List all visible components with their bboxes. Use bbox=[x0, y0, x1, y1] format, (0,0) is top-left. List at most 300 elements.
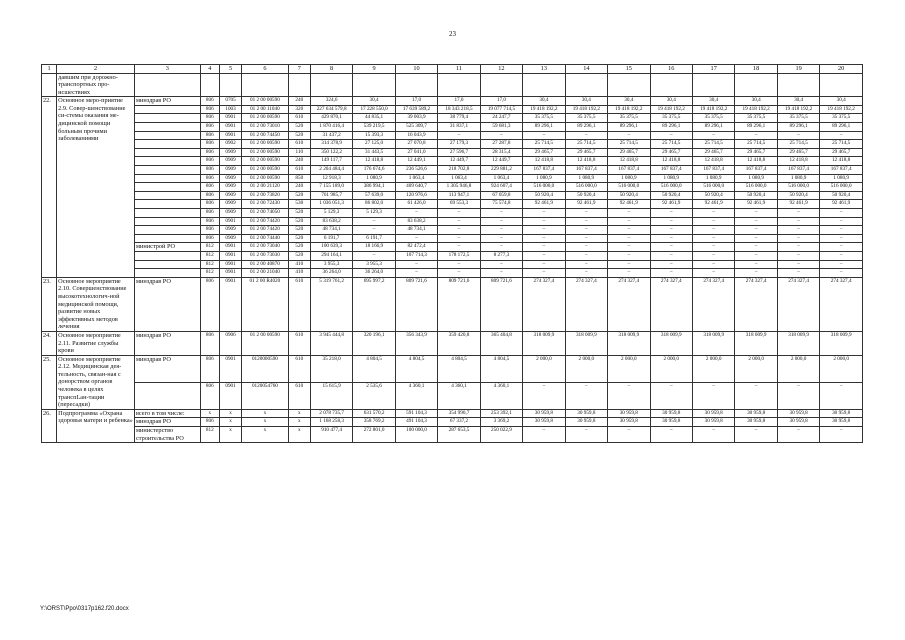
responsible-executor bbox=[135, 260, 201, 269]
amount-cell: – bbox=[820, 251, 863, 260]
amount-cell: 516 000,0 bbox=[777, 183, 819, 192]
amount-cell: 12 418,8 bbox=[353, 157, 395, 166]
amount-cell: – bbox=[480, 243, 522, 252]
budget-code-cell: 320 bbox=[288, 105, 310, 114]
amount-cell: – bbox=[438, 131, 480, 140]
budget-code-cell: 520 bbox=[288, 226, 310, 235]
amount-cell: – bbox=[608, 260, 650, 269]
responsible-executor bbox=[135, 148, 201, 157]
responsible-executor: министерство строительства РО bbox=[135, 427, 201, 443]
amount-cell: 35 375,5 bbox=[565, 114, 607, 123]
amount-cell: – bbox=[565, 217, 607, 226]
amount-cell: 30 959,8 bbox=[608, 409, 650, 418]
budget-code-cell: 530 bbox=[288, 200, 310, 209]
amount-cell: 1 168 258,3 bbox=[310, 418, 352, 427]
amount-cell: 3 369,2 bbox=[480, 418, 522, 427]
amount-cell: – bbox=[692, 226, 734, 235]
program-name: давшим при дорожно-транспортных про-исшествиях bbox=[57, 73, 135, 97]
amount-cell: – bbox=[820, 243, 863, 252]
amount-cell: 1 080,9 bbox=[523, 174, 565, 183]
amount-cell: 274 327,4 bbox=[777, 277, 819, 331]
amount-cell: – bbox=[523, 226, 565, 235]
amount-cell: 12 418,8 bbox=[565, 157, 607, 166]
row-number: 25. bbox=[42, 355, 57, 409]
budget-code-cell: 0909 bbox=[219, 157, 241, 166]
amount-cell: – bbox=[565, 243, 607, 252]
amount-cell: 50 920,4 bbox=[523, 191, 565, 200]
amount-cell: – bbox=[650, 269, 692, 278]
budget-code-cell: 806 bbox=[200, 148, 219, 157]
amount-cell: 2 000,0 bbox=[735, 355, 777, 382]
amount-cell: 29 465,7 bbox=[523, 148, 565, 157]
amount-cell: 176 674,6 bbox=[353, 166, 395, 175]
amount-cell: 89 296,1 bbox=[692, 123, 734, 132]
amount-cell: 287 653,5 bbox=[438, 427, 480, 443]
amount-cell: 19 418 192,2 bbox=[777, 105, 819, 114]
amount-cell: – bbox=[777, 209, 819, 218]
amount-cell: 92 461,9 bbox=[565, 200, 607, 209]
amount-cell: – bbox=[650, 251, 692, 260]
amount-cell: 19 418 192,2 bbox=[692, 105, 734, 114]
amount-cell: 318 009,9 bbox=[565, 331, 607, 355]
amount-cell: 30 959,8 bbox=[692, 418, 734, 427]
amount-cell: – bbox=[523, 234, 565, 243]
amount-cell: 19 077 714,5 bbox=[480, 105, 522, 114]
amount-cell: – bbox=[650, 226, 692, 235]
amount-cell: 29 465,7 bbox=[692, 148, 734, 157]
amount-cell: 218 702,8 bbox=[438, 166, 480, 175]
budget-code-cell: 01 2 00 74420 bbox=[242, 217, 289, 226]
budget-code-cell: 0705 bbox=[219, 97, 241, 106]
amount-cell: 2 204 484,4 bbox=[310, 166, 352, 175]
budget-code-cell: 01 2 00 21040 bbox=[242, 269, 289, 278]
amount-cell: 30 959,8 bbox=[820, 409, 863, 418]
responsible-executor bbox=[135, 234, 201, 243]
responsible-executor bbox=[135, 191, 201, 200]
amount-cell: 274 327,4 bbox=[523, 277, 565, 331]
amount-cell: 516 000,0 bbox=[523, 183, 565, 192]
amount-cell: 314 378,9 bbox=[310, 140, 352, 149]
amount-cell: – bbox=[735, 427, 777, 443]
program-name: Основное мероприятие 2.10. Совершенствование высокотехнологич-ной медицинской помощи, развитие новых эффективных методов лечения bbox=[57, 277, 135, 331]
amount-cell: 92 461,9 bbox=[523, 200, 565, 209]
budget-code-cell: 410 bbox=[288, 260, 310, 269]
header-cell: 5 bbox=[219, 65, 241, 74]
amount-cell: 30 959,8 bbox=[735, 418, 777, 427]
budget-code-cell: 01 2 00 00590 bbox=[242, 148, 289, 157]
amount-cell: 2 000,0 bbox=[650, 355, 692, 382]
amount-cell: – bbox=[565, 209, 607, 218]
header-cell: 8 bbox=[310, 65, 352, 74]
amount-cell: – bbox=[692, 251, 734, 260]
budget-code-cell: 806 bbox=[200, 234, 219, 243]
amount-cell: 318 009,9 bbox=[608, 331, 650, 355]
budget-code-cell: 806 bbox=[200, 277, 219, 331]
amount-cell: – bbox=[650, 234, 692, 243]
amount-cell: 1 305 946,8 bbox=[438, 183, 480, 192]
amount-cell: 50 920,4 bbox=[565, 191, 607, 200]
amount-cell: 30 959,8 bbox=[608, 418, 650, 427]
amount-cell: 38 779,4 bbox=[438, 114, 480, 123]
amount-cell bbox=[565, 73, 607, 97]
table-row bbox=[42, 260, 863, 269]
amount-cell: 17 639 589,2 bbox=[395, 105, 437, 114]
amount-cell: – bbox=[608, 382, 650, 409]
budget-code-cell: 812 bbox=[200, 251, 219, 260]
amount-cell: 429 870,1 bbox=[310, 114, 352, 123]
row-number: 24. bbox=[42, 331, 57, 355]
budget-code-cell: 01 2 00 74440 bbox=[242, 234, 289, 243]
responsible-executor bbox=[135, 157, 201, 166]
budget-code-cell: 520 bbox=[288, 209, 310, 218]
amount-cell: 25 714,5 bbox=[608, 140, 650, 149]
budget-code-cell: 240 bbox=[288, 183, 310, 192]
responsible-executor: минздрав РО bbox=[135, 418, 201, 427]
row-number bbox=[42, 73, 57, 97]
amount-cell: 35 375,5 bbox=[650, 114, 692, 123]
amount-cell: 35 375,5 bbox=[608, 114, 650, 123]
amount-cell: 30 959,8 bbox=[692, 409, 734, 418]
budget-code-cell: 01 2 00 00590 bbox=[242, 331, 289, 355]
budget-code-cell: 240 bbox=[288, 157, 310, 166]
amount-cell: – bbox=[692, 243, 734, 252]
amount-cell: 30,4 bbox=[650, 97, 692, 106]
amount-cell: 30,4 bbox=[523, 97, 565, 106]
amount-cell: 516 000,0 bbox=[820, 183, 863, 192]
budget-code-cell: 806 bbox=[200, 157, 219, 166]
budget-code-cell: 806 bbox=[200, 200, 219, 209]
header-cell: 15 bbox=[608, 65, 650, 74]
amount-cell: 89 296,1 bbox=[777, 123, 819, 132]
budget-code-cell: 01 2 00 73030 bbox=[242, 251, 289, 260]
amount-cell: 29 465,7 bbox=[735, 148, 777, 157]
amount-cell: 2 000,0 bbox=[523, 355, 565, 382]
amount-cell: – bbox=[820, 269, 863, 278]
table-row bbox=[42, 331, 863, 355]
amount-cell: – bbox=[735, 217, 777, 226]
responsible-executor bbox=[135, 251, 201, 260]
amount-cell: – bbox=[608, 131, 650, 140]
amount-cell: 12 418,8 bbox=[650, 157, 692, 166]
budget-code-cell: 0902 bbox=[219, 140, 241, 149]
amount-cell: 1 080,9 bbox=[565, 174, 607, 183]
amount-cell: 2 000,0 bbox=[820, 355, 863, 382]
amount-cell: 67 337,2 bbox=[438, 418, 480, 427]
budget-code-cell: 410 bbox=[288, 269, 310, 278]
amount-cell: 12 418,8 bbox=[777, 157, 819, 166]
amount-cell: 809 721,6 bbox=[480, 277, 522, 331]
amount-cell: 354 990,7 bbox=[438, 409, 480, 418]
amount-cell: 30 959,8 bbox=[650, 409, 692, 418]
table-row bbox=[42, 427, 863, 443]
budget-code-cell: x bbox=[242, 409, 289, 418]
amount-cell: – bbox=[820, 382, 863, 409]
responsible-executor bbox=[135, 269, 201, 278]
amount-cell: – bbox=[438, 260, 480, 269]
budget-code-cell: 806 bbox=[200, 166, 219, 175]
amount-cell: 89 296,1 bbox=[735, 123, 777, 132]
header-cell: 9 bbox=[353, 65, 395, 74]
amount-cell: 50 920,4 bbox=[777, 191, 819, 200]
amount-cell: 236 526,6 bbox=[395, 166, 437, 175]
table-row bbox=[42, 73, 863, 97]
responsible-executor bbox=[135, 131, 201, 140]
amount-cell bbox=[395, 73, 437, 97]
amount-cell: 274 327,4 bbox=[820, 277, 863, 331]
amount-cell: – bbox=[777, 217, 819, 226]
amount-cell: 92 461,9 bbox=[735, 200, 777, 209]
budget-code-cell: 850 bbox=[288, 174, 310, 183]
budget-code-cell: 01 2 00 21120 bbox=[242, 183, 289, 192]
amount-cell: 12 418,8 bbox=[523, 157, 565, 166]
amount-cell: 167 837,4 bbox=[650, 166, 692, 175]
amount-cell: 50 920,4 bbox=[650, 191, 692, 200]
amount-cell: – bbox=[480, 131, 522, 140]
amount-cell: 27 596,7 bbox=[438, 148, 480, 157]
responsible-executor bbox=[135, 209, 201, 218]
amount-cell: 92 461,9 bbox=[777, 200, 819, 209]
header-row bbox=[42, 65, 863, 74]
amount-cell: – bbox=[820, 217, 863, 226]
amount-cell: – bbox=[650, 209, 692, 218]
page-number: 23 bbox=[449, 30, 456, 38]
amount-cell: 167 837,4 bbox=[777, 166, 819, 175]
amount-cell: 1 080,9 bbox=[692, 174, 734, 183]
amount-cell: 516 000,0 bbox=[650, 183, 692, 192]
budget-code-cell: 806 bbox=[200, 140, 219, 149]
amount-cell: – bbox=[395, 234, 437, 243]
budget-code-cell: 610 bbox=[288, 140, 310, 149]
row-number: 26. bbox=[42, 409, 57, 442]
header-cell: 1 bbox=[42, 65, 57, 74]
responsible-executor bbox=[135, 226, 201, 235]
budget-code-cell: 520 bbox=[288, 234, 310, 243]
amount-cell: 35 375,5 bbox=[820, 114, 863, 123]
amount-cell: 2 535,6 bbox=[353, 382, 395, 409]
budget-code-cell: 0909 bbox=[219, 148, 241, 157]
amount-cell: – bbox=[523, 209, 565, 218]
amount-cell: 27 125,0 bbox=[353, 140, 395, 149]
budget-code-cell: 01 2 00 74420 bbox=[242, 226, 289, 235]
table-row bbox=[42, 409, 863, 418]
amount-cell: 30 959,8 bbox=[565, 409, 607, 418]
amount-cell: 1 063,4 bbox=[438, 174, 480, 183]
amount-cell: 69 553,3 bbox=[438, 200, 480, 209]
amount-cell bbox=[438, 73, 480, 97]
header-cell: 10 bbox=[395, 65, 437, 74]
amount-cell: 19 418 192,2 bbox=[735, 105, 777, 114]
amount-cell: 350 122,2 bbox=[310, 148, 352, 157]
responsible-executor: всего в том числе: bbox=[135, 409, 201, 418]
budget-code-cell: 812 bbox=[200, 243, 219, 252]
budget-code-cell bbox=[219, 73, 241, 97]
header-cell: 13 bbox=[523, 65, 565, 74]
amount-cell: 167 837,4 bbox=[735, 166, 777, 175]
budget-code-cell: 806 bbox=[200, 226, 219, 235]
amount-cell bbox=[608, 73, 650, 97]
amount-cell: 2 000,0 bbox=[608, 355, 650, 382]
amount-cell: 8 277,3 bbox=[480, 251, 522, 260]
amount-cell: 29 465,7 bbox=[777, 148, 819, 157]
amount-cell: 12 449,1 bbox=[395, 157, 437, 166]
amount-cell: 50 920,4 bbox=[735, 191, 777, 200]
program-name: Основное мероприятие 2.11. Развитие службы крови bbox=[57, 331, 135, 355]
amount-cell: 30 959,8 bbox=[523, 409, 565, 418]
amount-cell: 24 247,7 bbox=[480, 114, 522, 123]
amount-cell: 12 449,7 bbox=[438, 157, 480, 166]
amount-cell: 1 080,9 bbox=[608, 174, 650, 183]
amount-cell: 910 477,4 bbox=[310, 427, 352, 443]
amount-cell: – bbox=[650, 131, 692, 140]
amount-cell: – bbox=[565, 269, 607, 278]
budget-code-cell: 520 bbox=[288, 243, 310, 252]
table-row bbox=[42, 355, 863, 382]
budget-code-cell: 520 bbox=[288, 251, 310, 260]
amount-cell: 167 837,4 bbox=[608, 166, 650, 175]
amount-cell: 167 837,4 bbox=[820, 166, 863, 175]
amount-cell: – bbox=[777, 382, 819, 409]
amount-cell: 5 129,3 bbox=[353, 209, 395, 218]
amount-cell: 44 835,1 bbox=[353, 114, 395, 123]
amount-cell: 12 418,8 bbox=[820, 157, 863, 166]
amount-cell: 2 000,0 bbox=[692, 355, 734, 382]
budget-code-cell: 812 bbox=[200, 260, 219, 269]
amount-cell: 29 465,7 bbox=[820, 148, 863, 157]
budget-code-cell: x bbox=[242, 418, 289, 427]
amount-cell bbox=[692, 73, 734, 97]
amount-cell: 27 287,8 bbox=[480, 140, 522, 149]
amount-cell: 274 327,4 bbox=[608, 277, 650, 331]
header-cell: 20 bbox=[820, 65, 863, 74]
amount-cell: 695 997,2 bbox=[353, 277, 395, 331]
header-cell: 4 bbox=[200, 65, 219, 74]
budget-code-cell: 01 2 00 74050 bbox=[242, 209, 289, 218]
table-row bbox=[42, 277, 863, 331]
amount-cell: 2 000,0 bbox=[777, 355, 819, 382]
amount-cell: 25 714,5 bbox=[565, 140, 607, 149]
amount-cell: 318 009,9 bbox=[692, 331, 734, 355]
amount-cell: – bbox=[523, 243, 565, 252]
amount-cell: – bbox=[692, 269, 734, 278]
amount-cell: 29 465,7 bbox=[608, 148, 650, 157]
amount-cell: – bbox=[608, 243, 650, 252]
table-row bbox=[42, 105, 863, 114]
amount-cell: – bbox=[777, 269, 819, 278]
responsible-executor: минздрав РО bbox=[135, 331, 201, 355]
budget-code-cell: 806 bbox=[200, 331, 219, 355]
amount-cell: – bbox=[820, 234, 863, 243]
amount-cell: 516 000,0 bbox=[692, 183, 734, 192]
program-name: Подпрограмма «Охрана здоровья матери и ребенка» bbox=[57, 409, 135, 442]
amount-cell: 1 080,9 bbox=[735, 174, 777, 183]
amount-cell: 250 022,9 bbox=[480, 427, 522, 443]
amount-cell: 318 009,9 bbox=[820, 331, 863, 355]
amount-cell: – bbox=[523, 251, 565, 260]
amount-cell: 82 472,4 bbox=[395, 243, 437, 252]
budget-code-cell: 01 2 00 40870 bbox=[242, 260, 289, 269]
amount-cell: 31 437,2 bbox=[310, 131, 352, 140]
budget-code-cell: 0901 bbox=[219, 260, 241, 269]
amount-cell: 89 296,1 bbox=[523, 123, 565, 132]
amount-cell: 35 375,5 bbox=[735, 114, 777, 123]
header-cell: 12 bbox=[480, 65, 522, 74]
amount-cell: 61 426,0 bbox=[395, 200, 437, 209]
amount-cell: 12 418,8 bbox=[735, 157, 777, 166]
header-cell: 18 bbox=[735, 65, 777, 74]
budget-code-cell: 610 bbox=[288, 355, 310, 382]
amount-cell: 35 375,5 bbox=[692, 114, 734, 123]
budget-code-cell: 806 bbox=[200, 209, 219, 218]
table-row bbox=[42, 191, 863, 200]
amount-cell: – bbox=[777, 234, 819, 243]
amount-cell: 1 080,9 bbox=[777, 174, 819, 183]
amount-cell: – bbox=[353, 217, 395, 226]
header-cell: 7 bbox=[288, 65, 310, 74]
responsible-executor: минздрав РО bbox=[135, 97, 201, 106]
amount-cell: – bbox=[820, 226, 863, 235]
table-row bbox=[42, 269, 863, 278]
amount-cell: – bbox=[820, 209, 863, 218]
amount-cell: – bbox=[650, 243, 692, 252]
amount-cell: – bbox=[608, 269, 650, 278]
amount-cell bbox=[310, 73, 352, 97]
responsible-executor bbox=[135, 73, 201, 97]
amount-cell: – bbox=[692, 427, 734, 443]
amount-cell: 30,4 bbox=[777, 97, 819, 106]
amount-cell: 12 418,8 bbox=[692, 157, 734, 166]
amount-cell: 27 070,8 bbox=[395, 140, 437, 149]
amount-cell: 30 959,8 bbox=[820, 418, 863, 427]
table-row bbox=[42, 114, 863, 123]
amount-cell: 229 881,2 bbox=[480, 166, 522, 175]
amount-cell: 356 343,9 bbox=[395, 331, 437, 355]
table-row bbox=[42, 243, 863, 252]
amount-cell: – bbox=[777, 131, 819, 140]
amount-cell: 4 804,5 bbox=[353, 355, 395, 382]
amount-cell: – bbox=[565, 427, 607, 443]
table-row bbox=[42, 131, 863, 140]
budget-code-cell: 520 bbox=[288, 131, 310, 140]
budget-code-cell: 806 bbox=[200, 183, 219, 192]
responsible-executor bbox=[135, 166, 201, 175]
header-cell: 14 bbox=[565, 65, 607, 74]
amount-cell: 16 043,9 bbox=[395, 131, 437, 140]
amount-cell: 12 449,7 bbox=[480, 157, 522, 166]
amount-cell: 35 375,5 bbox=[777, 114, 819, 123]
amount-cell: 92 461,9 bbox=[608, 200, 650, 209]
budget-code-cell: x bbox=[219, 409, 241, 418]
budget-code-cell: 610 bbox=[288, 331, 310, 355]
budget-code-cell: 0909 bbox=[219, 174, 241, 183]
responsible-executor bbox=[135, 382, 201, 409]
table-row bbox=[42, 166, 863, 175]
header-cell: 19 bbox=[777, 65, 819, 74]
amount-cell: 100 000,0 bbox=[395, 427, 437, 443]
amount-cell: – bbox=[353, 251, 395, 260]
budget-code-cell: x bbox=[219, 418, 241, 427]
budget-code-cell: 806 bbox=[200, 114, 219, 123]
amount-cell: 92 461,9 bbox=[820, 200, 863, 209]
amount-cell: 50 920,4 bbox=[692, 191, 734, 200]
table-row bbox=[42, 217, 863, 226]
amount-cell: 761 985,7 bbox=[310, 191, 352, 200]
amount-cell: – bbox=[565, 226, 607, 235]
amount-cell bbox=[650, 73, 692, 97]
amount-cell: – bbox=[820, 260, 863, 269]
amount-cell bbox=[480, 73, 522, 97]
amount-cell: 30,4 bbox=[735, 97, 777, 106]
amount-cell: – bbox=[777, 243, 819, 252]
